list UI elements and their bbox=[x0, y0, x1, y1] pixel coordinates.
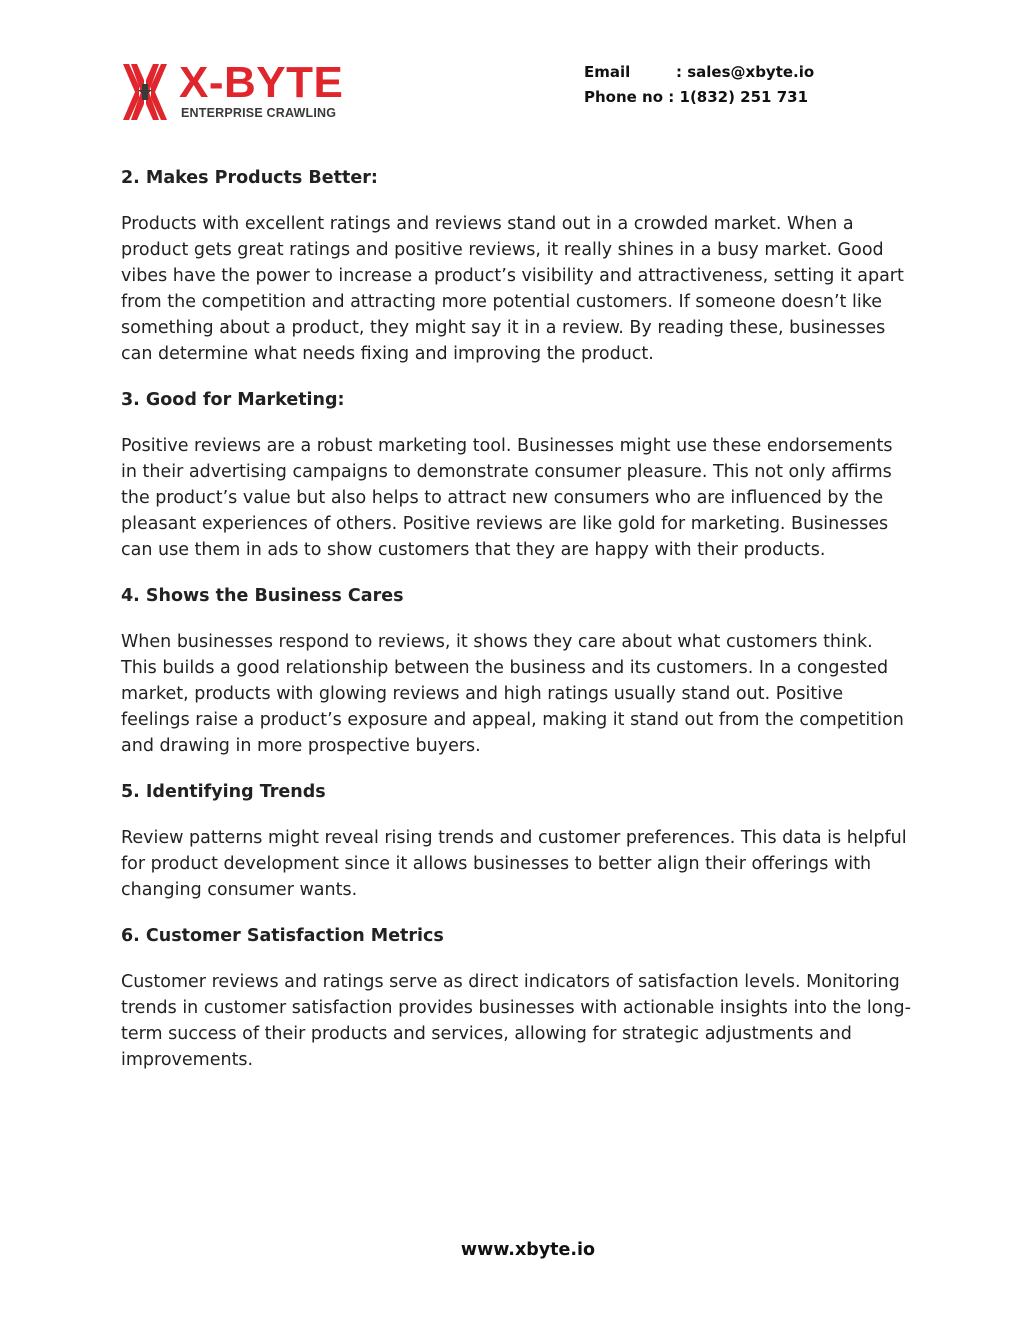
section-heading: 2. Makes Products Better: bbox=[121, 168, 378, 188]
xbyte-logo-icon bbox=[121, 62, 169, 122]
logo-title: X-BYTE bbox=[179, 58, 344, 107]
section-paragraph: Products with excellent ratings and reviews stand out in a crowded market. When a product gets great ratings and positive reviews, it really shines in a busy market. Good vibes have the power to increase a product’s visibility and attractiveness, setting it apart from the competition and attracting more potential customers. If someone doesn’t like something about a product, they might say it in a review. By reading these, businesses can determine what needs fixing and improving the product. bbox=[121, 214, 904, 364]
email-label: Email bbox=[584, 63, 631, 81]
section-business-cares bbox=[121, 583, 911, 759]
section-paragraph: Positive reviews are a robust marketing tool. Businesses might use these endorsements in their advertising campaigns to demonstrate consumer pleasure. This not only affirms the product’s value but also helps to attract new consumers who are influenced by the pleasant experiences of others. Positive reviews are like gold for marketing. Businesses can use them in ads to show customers that they are happy with their products. bbox=[121, 436, 893, 560]
section-good-for-marketing bbox=[121, 387, 911, 563]
website-link[interactable]: www.xbyte.io bbox=[460, 1240, 596, 1260]
section-heading: 5. Identifying Trends bbox=[121, 782, 326, 802]
section-heading: 6. Customer Satisfaction Metrics bbox=[121, 926, 444, 946]
section-heading: 4. Shows the Business Cares bbox=[121, 586, 404, 606]
section-paragraph: When businesses respond to reviews, it shows they care about what customers think. This builds a good relationship between the business and its customers. In a congested market, products with glowing reviews and high ratings usually stand out. Positive feelings raise a product’s exposure and appeal, making it stand out from the competition and drawing in more prospective buyers. bbox=[121, 632, 904, 756]
phone-value: : 1(832) 251 731 bbox=[668, 88, 809, 106]
document-body bbox=[121, 165, 911, 1093]
section-identifying-trends bbox=[121, 779, 911, 903]
phone-label: Phone no bbox=[584, 88, 664, 106]
logo-subtitle: ENTERPRISE CRAWLING bbox=[181, 106, 337, 120]
section-heading: 3. Good for Marketing: bbox=[121, 390, 345, 410]
email-value[interactable]: : sales@xbyte.io bbox=[676, 63, 815, 81]
section-makes-products-better bbox=[121, 165, 911, 367]
company-logo bbox=[121, 60, 361, 124]
section-paragraph: Review patterns might reveal rising trends and customer preferences. This data is helpful for product development since it allows businesses to better align their offerings with changing consumer wants. bbox=[121, 828, 907, 900]
section-customer-satisfaction bbox=[121, 923, 911, 1073]
page-footer bbox=[0, 1240, 1024, 1260]
section-paragraph: Customer reviews and ratings serve as direct indicators of satisfaction levels. Monitoring trends in customer satisfaction provides businesses with actionable insights into the long-term success of their products and services, allowing for strategic adjustments and improvements. bbox=[121, 972, 911, 1070]
email-row bbox=[584, 60, 814, 85]
contact-info bbox=[584, 60, 814, 110]
phone-row bbox=[584, 85, 814, 110]
